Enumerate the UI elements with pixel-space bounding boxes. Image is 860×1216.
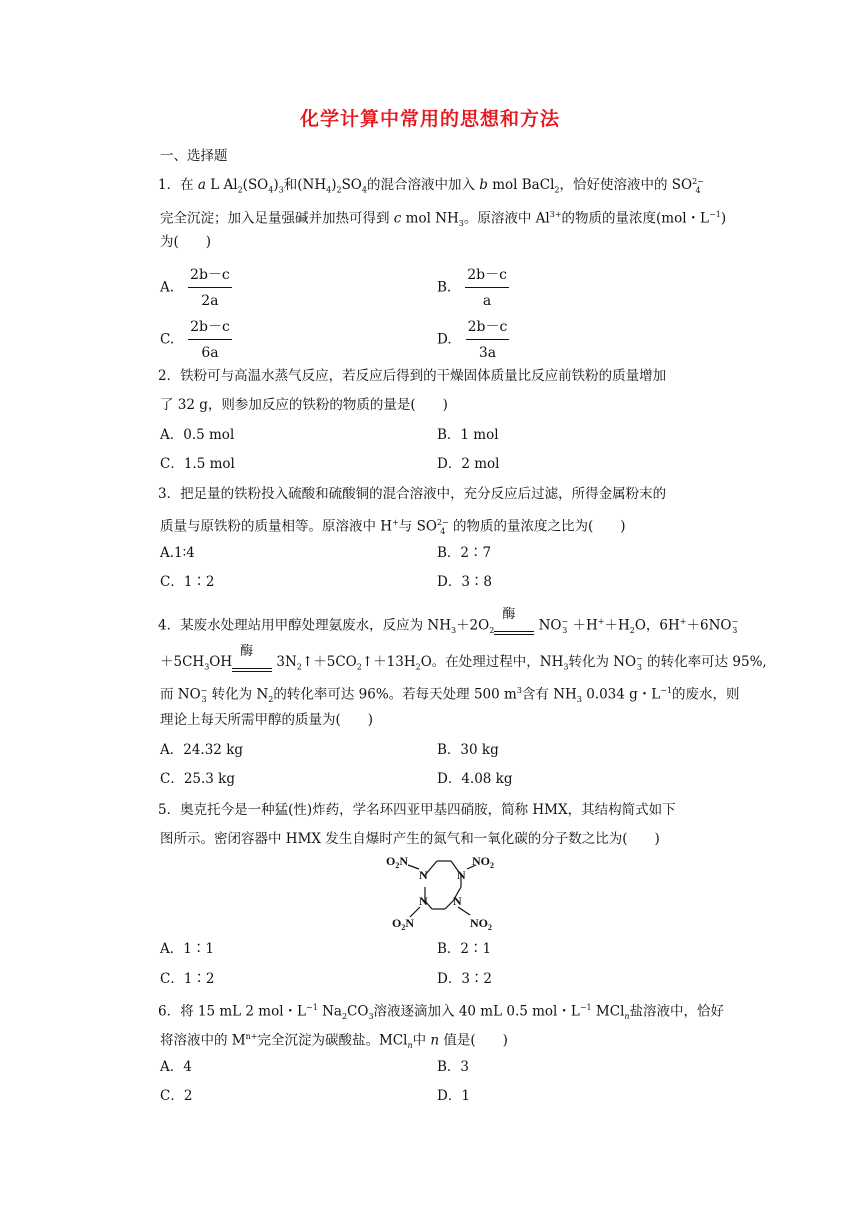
q4-option-d[interactable]: D．4.08 kg xyxy=(437,771,513,787)
q4-line2: $+5CH_3OH$ 酶 $3N_2↑+5CO_2↑+13H_2O$。在处理过程中，$NH_3$转化为 NO− 3 的转化率可达 95%, xyxy=(160,652,767,678)
q4-line4: 理论上每天所需甲醇的质量为( ) xyxy=(160,712,374,728)
q2-option-d[interactable]: D．2 mol xyxy=(437,456,500,472)
ring-nitrogen-2: N xyxy=(457,868,466,882)
q2-option-c[interactable]: C．1.5 mol xyxy=(160,456,235,472)
q5-option-d[interactable]: D．3∶2 xyxy=(437,971,493,987)
reaction-arrow: 酶 xyxy=(232,658,272,678)
q4-option-b[interactable]: B．30 kg xyxy=(437,742,499,758)
q5-line1: 5．奥克托今是一种猛(性)炸药，学名环四亚甲基四硝胺，简称 HMX，其结构简式如下 xyxy=(158,802,676,818)
ring-nitrogen-3: N xyxy=(419,894,428,908)
nitro-group-1: $O_2N$ xyxy=(386,854,409,870)
reaction-arrow: 酶 xyxy=(494,621,534,641)
q3-option-c[interactable]: C．1∶2 xyxy=(160,574,215,590)
page-title: 化学计算中常用的思想和方法 xyxy=(299,108,560,130)
q4-option-c[interactable]: C．25.3 kg xyxy=(160,771,236,787)
q6-option-b[interactable]: B．3 xyxy=(437,1059,470,1075)
q3-option-a[interactable]: A.1∶4 xyxy=(160,545,195,561)
nitro-group-3: $O_2N$ xyxy=(392,916,415,932)
q3-option-d[interactable]: D．3∶8 xyxy=(437,574,493,590)
q4-option-a[interactable]: A．24.32 kg xyxy=(160,742,244,758)
q2-option-b[interactable]: B．1 mol xyxy=(437,427,499,443)
q1-line1: 1．在 a L $Al_2(SO_4)_3$和$(NH_4)_2SO_4$的混合溶液中加入 b mol BaCl$_2$，恰好使溶液中的 SO2− 4 xyxy=(158,176,704,195)
nitro-group-4: $NO_2$ xyxy=(470,916,492,932)
q1-option-d[interactable]: D. $\frac{2b-c}{3a}$ xyxy=(437,319,508,361)
q6-option-c[interactable]: C．2 xyxy=(160,1088,193,1104)
section-heading: 一、选择题 xyxy=(160,148,228,164)
q4-line3: 而 NO− 3 转化为 $N_2$的转化率可达 96%。若每天处理 500 $m^3$含有 $NH_3$ 0.034 g・$L^{-1}$的废水，则 xyxy=(160,686,740,705)
q6-line2: 将溶液中的 $M^{n+}$完全沉淀为碳酸盐。MCl$_n$中 n 值是( ) xyxy=(160,1032,508,1051)
q1-option-a[interactable]: A. $\frac{2b-c}{2a}$ xyxy=(160,267,230,309)
q4-line1: 4．某废水处理站用甲醇处理氨废水，反应为 $NH_3+2O_2$ 酶 NO− $3 +H^++H_2O$，6H+＋6NO− 3 xyxy=(158,612,738,641)
q5-option-c[interactable]: C．1∶2 xyxy=(160,971,215,987)
ring-nitrogen-4: N xyxy=(453,894,462,908)
q6-option-d[interactable]: D．1 xyxy=(437,1088,470,1104)
q5-line2: 图所示。密闭容器中 HMX 发生自爆时产生的氮气和一氧化碳的分子数之比为( ) xyxy=(160,831,660,847)
q6-option-a[interactable]: A．4 xyxy=(160,1059,192,1075)
q2-option-a[interactable]: A．0.5 mol xyxy=(160,427,235,443)
q3-line2: 质量与原铁粉的质量相等。原溶液中 H+与 SO2− 4 的物质的量浓度之比为( ) xyxy=(160,518,626,536)
q2-line1: 2．铁粉可与高温水蒸气反应，若反应后得到的干燥固体质量比反应前铁粉的质量增加 xyxy=(158,368,667,384)
q6-line1: 6．将 15 mL 2 mol・$L^{-1}$ $Na_2CO_3$溶液逐滴加入 40 mL 0.5 mol・$L^{-1}$ MCl$_n$盐溶液中，恰好 xyxy=(158,1003,725,1022)
q5-option-b[interactable]: B．2∶1 xyxy=(437,941,492,957)
ring-nitrogen-1: N xyxy=(419,868,428,882)
q2-line2: 了 32 g，则参加反应的铁粉的物质的量是( ) xyxy=(160,397,448,413)
q1-option-c[interactable]: C. $\frac{2b-c}{6a}$ xyxy=(160,319,230,361)
q3-option-b[interactable]: B．2∶7 xyxy=(437,545,492,561)
q1-option-b[interactable]: B. $\frac{2b-c}{a}$ xyxy=(437,267,507,309)
q5-option-a[interactable]: A．1∶1 xyxy=(160,941,214,957)
q3-line1: 3．把足量的铁粉投入硫酸和硫酸铜的混合溶液中，充分反应后过滤，所得金属粉末的 xyxy=(158,486,667,502)
hmx-structure-diagram xyxy=(372,847,512,937)
nitro-group-2: $NO_2$ xyxy=(472,854,494,870)
q1-line3: 为( ) xyxy=(160,234,212,250)
q1-line2: 完全沉淀；加入足量强碱并加热可得到 c mol $NH_3$。原溶液中 $Al^{3+}$的物质的量浓度(mol・$L^{-1}$) xyxy=(160,210,727,229)
